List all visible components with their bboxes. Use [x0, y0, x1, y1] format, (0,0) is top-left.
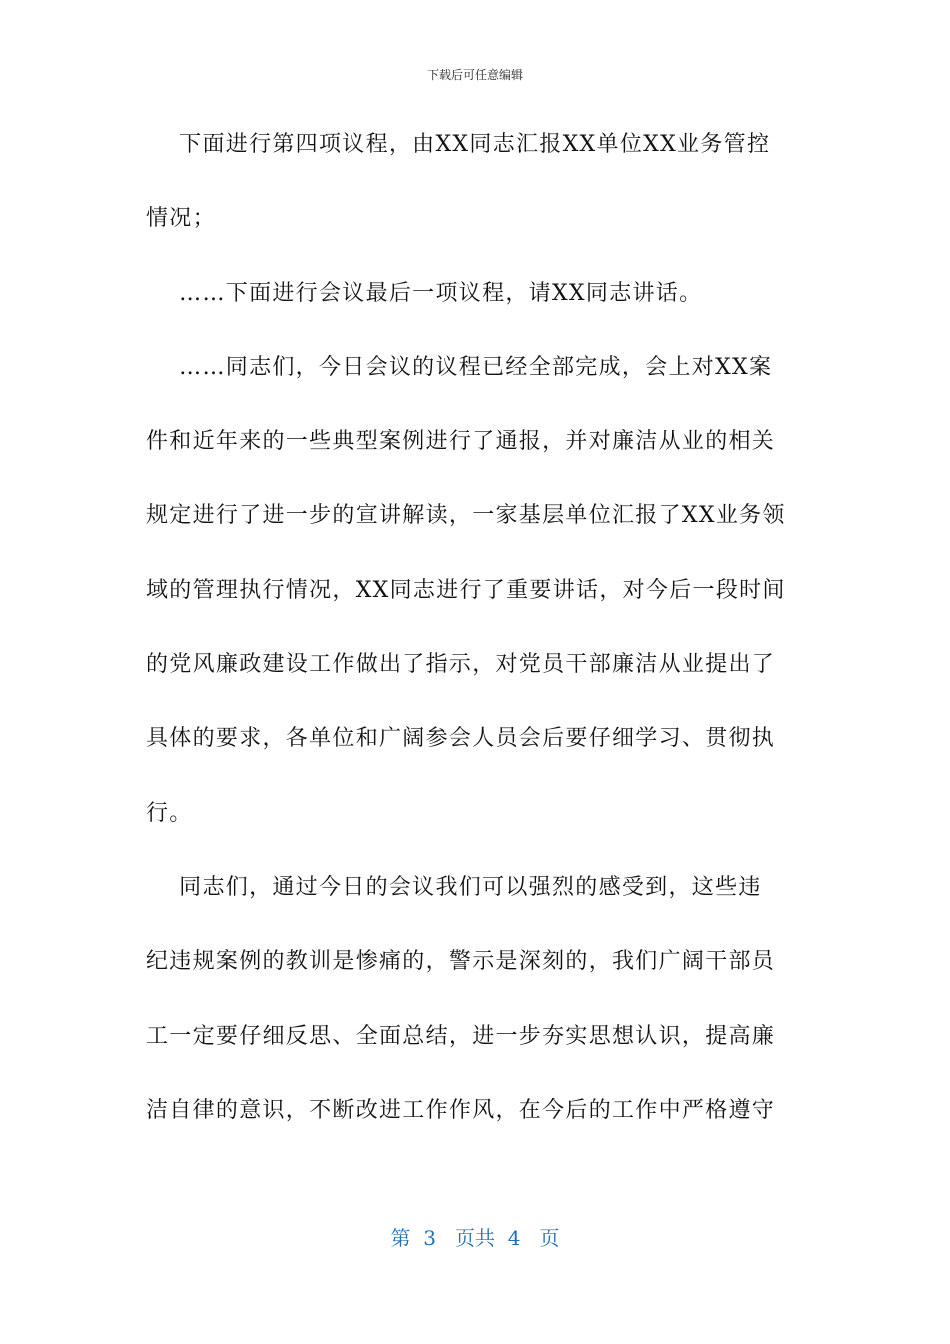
body-line: 同志们，通过今日的会议我们可以强烈的感受到，这些违: [146, 874, 762, 900]
body-line: 洁自律的意识，不断改进工作作风，在今后的工作中严格遵守: [146, 1097, 776, 1123]
body-line: 工一定要仔细反思、全面总结，进一步夯实思想认识，提高廉: [146, 1023, 776, 1049]
body-line: ……同志们，今日会议的议程已经全部完成，会上对XX案: [146, 354, 773, 380]
body-line: 件和近年来的一些典型案例进行了通报，并对廉洁从业的相关: [146, 429, 776, 455]
body-line: 纪违规案例的教训是惨痛的，警示是深刻的，我们广阔干部员: [146, 949, 776, 975]
body-line: 规定进行了进一步的宣讲解读，一家基层单位汇报了XX业务领: [146, 503, 786, 529]
body-line: 具体的要求，各单位和广阔参会人员会后要仔细学习、贯彻执: [146, 726, 776, 752]
body-line: 下面进行第四项议程，由XX同志汇报XX单位XX业务管控: [146, 132, 771, 157]
body-line: 情况；: [146, 206, 216, 232]
document-body: [146, 108, 806, 1148]
page-header-note: 下载后可任意编辑: [426, 68, 523, 82]
body-line: 的党风廉政建设工作做出了指示，对党员干部廉洁从业提出了: [146, 652, 776, 678]
body-line: ……下面进行会议最后一项议程，请XX同志讲话。: [146, 280, 703, 306]
body-line: 行。: [146, 800, 193, 826]
page-number-footer: 第 3 页共 4 页: [390, 1226, 560, 1250]
body-line: 域的管理执行情况，XX同志进行了重要讲话，对今后一段时间: [146, 577, 786, 603]
